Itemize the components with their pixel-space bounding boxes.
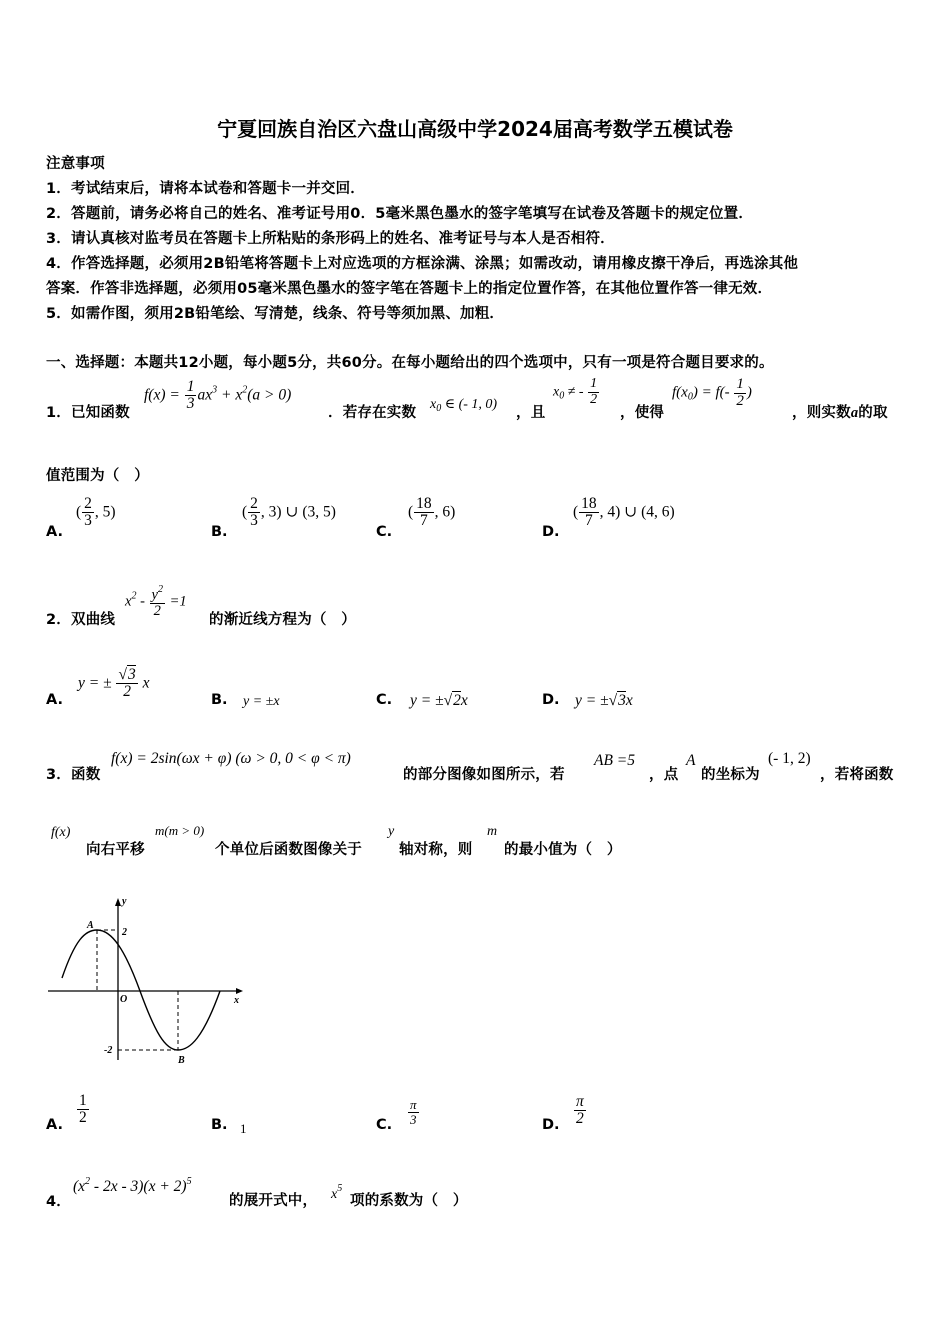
label-a: A xyxy=(87,920,94,931)
q3-line2-a: 向右平移 xyxy=(86,842,145,858)
notice-item-3: 3．请认真核对监考员在答题卡上所粘贴的条形码上的姓名、准考证号与本人是否相符． xyxy=(46,231,615,247)
q4-expression: $(x^2 - 2x - 3)(x + 2)^5$ xyxy=(73,1176,192,1195)
q3-option-b-label: B. xyxy=(211,1117,228,1133)
q1-option-a[interactable]: ( $\frac{2}{3}$ , 5) xyxy=(76,495,116,530)
q3-option-c[interactable]: $\frac{\pi}{3}$ xyxy=(410,1097,417,1127)
q3-line2-c: 轴对称，则 xyxy=(399,842,473,858)
q1-text-2: ，且 xyxy=(516,405,546,421)
label-origin: O xyxy=(120,994,128,1005)
q3-text-3: 的坐标为 xyxy=(701,767,760,783)
q3-point-a: A xyxy=(686,752,696,769)
q3-graph xyxy=(40,890,250,1070)
q3-text-1: 的部分图像如图所示，若 xyxy=(403,767,565,783)
q3-coord: (- 1, 2) xyxy=(768,750,811,767)
label-b: B xyxy=(178,1055,185,1066)
q3-fx: f(x) xyxy=(51,825,71,840)
label-neg-two: -2 xyxy=(104,1045,113,1056)
notice-heading: 注意事项 xyxy=(46,156,105,172)
q3-option-a-label: A. xyxy=(46,1117,63,1133)
q2-option-b-label: B. xyxy=(211,692,228,708)
q3-m: m(m > 0) xyxy=(155,823,205,838)
q1-line-2: 值范围为（ ） xyxy=(46,468,149,484)
q4-text-2: 项的系数为（ ） xyxy=(350,1193,468,1209)
notice-item-2: 2．答题前，请务必将自己的姓名、准考证号用0．5毫米黑色墨水的签字笔填写在试卷及答题卡的规定位置． xyxy=(46,206,754,222)
q1-option-d-label: D. xyxy=(542,524,560,540)
q3-option-d-label: D. xyxy=(542,1117,560,1133)
q3-number: 3．函数 xyxy=(46,767,101,783)
q1-number: 1．已知函数 xyxy=(46,405,130,421)
q1-option-b-label: B. xyxy=(211,524,228,540)
q1-function: f(x) = $\frac{1}{3}$ $ax^3 + x^2(a > 0)$ xyxy=(144,378,292,413)
q3-ab: AB =5 xyxy=(594,752,636,769)
notice-item-1: 1．考试结束后，请将本试卷和答题卡一并交回． xyxy=(46,181,365,197)
q2-hyperbola: $x^2$ - $\frac{y^2}{2}$ =1 xyxy=(125,584,187,620)
x-axis-arrow-icon xyxy=(236,988,243,994)
q3-text-2: ，点 xyxy=(649,767,679,783)
q3-m2: m xyxy=(487,824,498,839)
label-y: y xyxy=(122,896,127,907)
q1-text-4: ，则实数a的取 xyxy=(792,405,888,421)
q2-option-b[interactable]: y = ±x xyxy=(243,694,280,709)
q4-number: 4． xyxy=(46,1194,71,1210)
sine-curve xyxy=(62,930,220,1050)
q2-option-c-label: C. xyxy=(376,692,393,708)
q1-text-1: ．若存在实数 xyxy=(328,405,417,421)
label-x: x xyxy=(234,995,239,1006)
q4-term: $x^5$ xyxy=(331,1183,343,1202)
q2-option-a[interactable]: y = ± $\frac{√3}{2}$ x xyxy=(78,666,150,701)
q3-option-a[interactable]: $\frac{1}{2}$ xyxy=(79,1092,87,1127)
q3-option-c-label: C. xyxy=(376,1117,393,1133)
q3-option-b[interactable]: 1 xyxy=(240,1121,247,1136)
q1-option-a-label: A. xyxy=(46,524,63,540)
q1-option-b[interactable]: ( $\frac{2}{3}$ , 3) ∪ (3, 5) xyxy=(242,495,336,530)
label-two: 2 xyxy=(122,927,127,938)
q1-condition: $x_0$ ≠ - $\frac{1}{2}$ xyxy=(553,376,598,407)
section-heading: 一、选择题：本题共12小题，每小题5分，共60分。在每小题给出的四个选项中，只有一项是符合题目要求的。 xyxy=(46,355,774,371)
q2-option-c[interactable]: y = ±√2x xyxy=(410,692,468,709)
notice-item-4: 4．作答选择题，必须用2B铅笔将答题卡上对应选项的方框涂满、涂黑；如需改动，请用橡皮擦干净后，再选涂其他 xyxy=(46,256,799,272)
q3-option-d[interactable]: $\frac{\pi}{2}$ xyxy=(576,1093,584,1128)
q4-text-1: 的展开式中， xyxy=(229,1193,318,1209)
q1-text-3: ，使得 xyxy=(620,405,665,421)
q1-equation: $f(x_0) = f(-$ $\frac{1}{2}$ ) xyxy=(672,376,752,409)
y-axis-arrow-icon xyxy=(115,898,121,906)
q2-option-d-label: D. xyxy=(542,692,560,708)
q3-line2-d: 的最小值为（ ） xyxy=(504,842,622,858)
notice-item-5: 5．如需作图，须用2B铅笔绘、写清楚，线条、符号等须加黑、加粗． xyxy=(46,306,505,322)
q1-option-c[interactable]: ( $\frac{18}{7}$ , 6) xyxy=(408,495,456,530)
q2-option-d[interactable]: y = ±√3x xyxy=(575,692,633,709)
notice-item-4-cont: 答案．作答非选择题，必须用05毫米黑色墨水的签字笔在答题卡上的指定位置作答，在其他位置作答一律无效． xyxy=(46,281,773,297)
q2-tail: 的渐近线方程为（ ） xyxy=(209,612,356,628)
q1-domain: $x_0$ ∈ (- 1, 0) xyxy=(430,397,498,414)
q2-number: 2．双曲线 xyxy=(46,612,116,628)
q1-option-c-label: C. xyxy=(376,524,393,540)
q3-y: y xyxy=(388,824,395,839)
q2-option-a-label: A. xyxy=(46,692,63,708)
q3-line2-b: 个单位后函数图像关于 xyxy=(215,842,362,858)
q1-option-d[interactable]: ( $\frac{18}{7}$ , 4) ∪ (4, 6) xyxy=(573,495,675,530)
q3-function: f(x) = 2sin(ωx + φ) (ω > 0, 0 < φ < π) xyxy=(111,750,351,767)
q3-text-4: ，若将函数 xyxy=(820,767,894,783)
page-title: 宁夏回族自治区六盘山高级中学2024届高考数学五模试卷 xyxy=(217,117,733,141)
